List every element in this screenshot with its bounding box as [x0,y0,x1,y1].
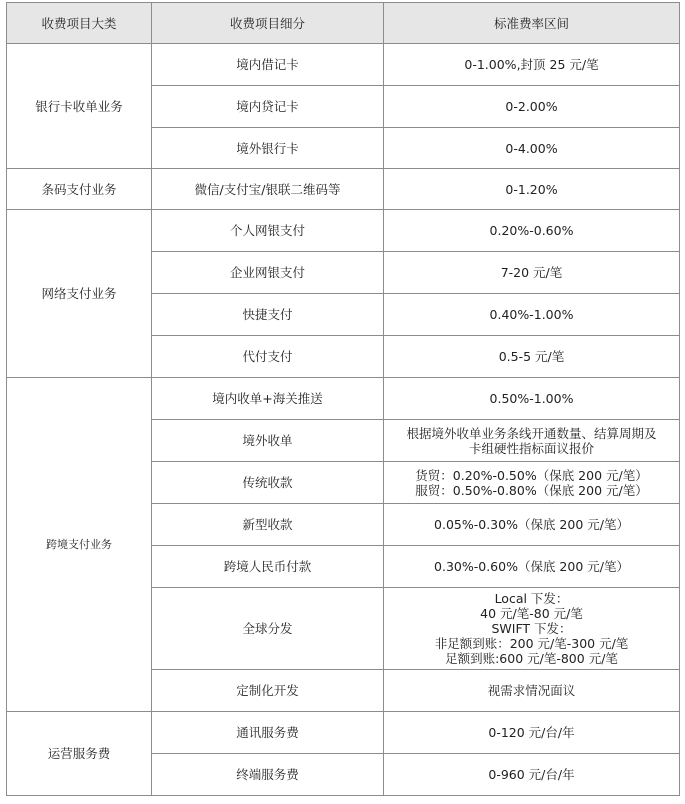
item-cell: 境内贷记卡 [152,86,384,128]
rate-cell [384,462,680,504]
rate-line: 根据境外收单业务条线开通数量、结算周期及 [406,425,657,441]
rate-line: Local 下发： [494,591,569,606]
item-cell: 境外收单 [152,420,384,462]
header-category: 收费项目大类 [7,3,152,44]
item-cell: 终端服务费 [152,754,384,796]
item-cell: 新型收款 [152,504,384,546]
rate-cell: 0.30%-0.60%（保底 200 元/笔） [384,546,680,588]
item-cell: 跨境人民币付款 [152,546,384,588]
item-cell: 境内借记卡 [152,44,384,86]
item-cell: 快捷支付 [152,294,384,336]
table-row [7,169,680,210]
rate-cell: 0-1.20% [384,169,680,210]
item-cell: 全球分发 [152,588,384,670]
rate-cell: 0-120 元/台/年 [384,712,680,754]
rate-cell [384,588,680,670]
table-row [7,378,680,420]
rate-cell: 0.40%-1.00% [384,294,680,336]
table-row [7,210,680,252]
rate-cell: 0.20%-0.60% [384,210,680,252]
fee-table [6,2,680,796]
category-cell: 银行卡收单业务 [7,44,152,169]
rate-line: SWIFT 下发： [491,621,572,636]
rate-line: 40 元/笔-80 元/笔 [480,606,583,621]
rate-line: 足额到账:600 元/笔-800 元/笔 [445,651,618,666]
item-cell: 通讯服务费 [152,712,384,754]
rate-cell: 0.50%-1.00% [384,378,680,420]
item-cell: 境外银行卡 [152,128,384,169]
table-row [7,712,680,754]
item-cell: 企业网银支付 [152,252,384,294]
rate-cell: 0-4.00% [384,128,680,169]
item-cell: 微信/支付宝/银联二维码等 [152,169,384,210]
rate-cell [384,420,680,462]
rate-cell: 视需求情况面议 [384,670,680,712]
rate-cell: 0.5-5 元/笔 [384,336,680,378]
item-cell: 定制化开发 [152,670,384,712]
rate-cell: 0-960 元/台/年 [384,754,680,796]
item-cell: 个人网银支付 [152,210,384,252]
rate-line: 非足额到账：200 元/笔-300 元/笔 [434,636,629,651]
item-cell: 传统收款 [152,462,384,504]
category-cell: 网络支付业务 [7,210,152,378]
category-cell: 跨境支付业务 [7,378,152,712]
table-row [7,44,680,86]
rate-cell: 0-1.00%,封顶 25 元/笔 [384,44,680,86]
header-row [7,3,680,44]
rate-line: 卡组硬性指标面议报价 [468,440,594,456]
rate-line: 服贸：0.50%-0.80%（保底 200 元/笔） [415,482,648,498]
header-item: 收费项目细分 [152,3,384,44]
rate-line: 货贸：0.20%-0.50%（保底 200 元/笔） [415,467,648,483]
item-cell: 代付支付 [152,336,384,378]
rate-cell: 7-20 元/笔 [384,252,680,294]
rate-cell: 0-2.00% [384,86,680,128]
category-cell: 条码支付业务 [7,169,152,210]
item-cell: 境内收单+海关推送 [152,378,384,420]
rate-cell: 0.05%-0.30%（保底 200 元/笔） [384,504,680,546]
header-rate: 标准费率区间 [384,3,680,44]
category-cell: 运营服务费 [7,712,152,796]
